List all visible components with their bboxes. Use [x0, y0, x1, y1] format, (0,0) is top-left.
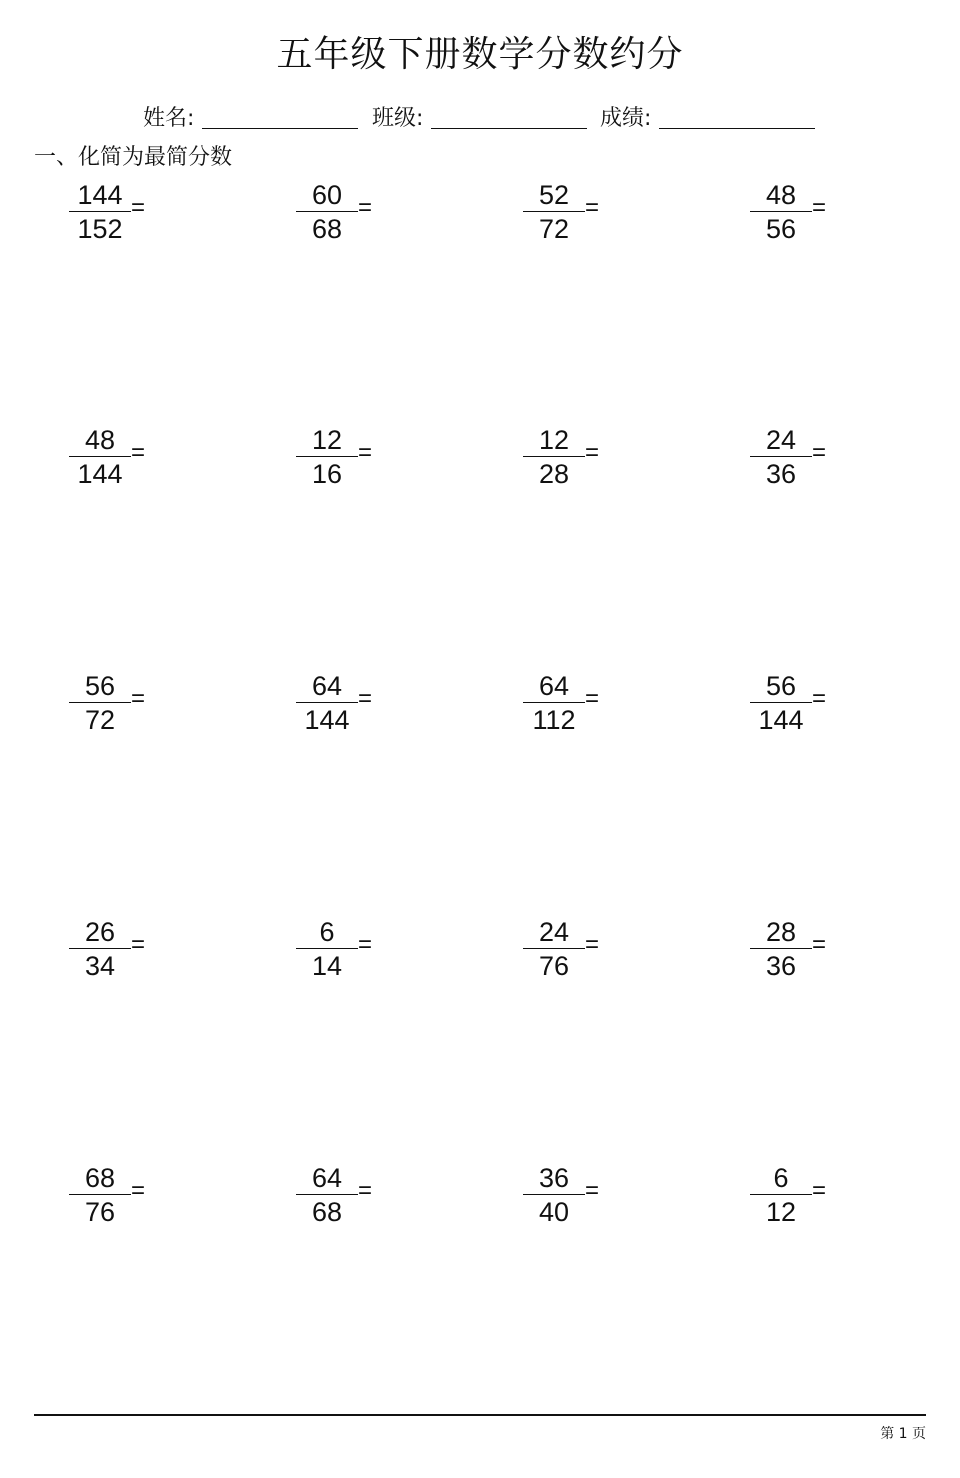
numerator: 52: [538, 180, 570, 210]
fraction-problem: [750, 425, 846, 495]
denominator: 56: [765, 214, 797, 244]
student-info-row: [0, 102, 960, 136]
denominator: 76: [84, 1197, 116, 1227]
score-label: 成绩:: [600, 106, 652, 131]
fraction-problem: [296, 180, 392, 250]
fraction: [296, 917, 358, 981]
fraction: [296, 671, 358, 735]
fraction: [750, 671, 812, 735]
denominator: 14: [311, 951, 343, 981]
denominator: 144: [77, 459, 123, 489]
fraction-bar: [296, 456, 358, 457]
fraction-bar: [750, 211, 812, 212]
score-blank[interactable]: [659, 102, 815, 129]
denominator: 16: [311, 459, 343, 489]
denominator: 36: [765, 459, 797, 489]
fraction: [69, 425, 131, 489]
fraction: [69, 917, 131, 981]
denominator: 152: [77, 214, 123, 244]
fraction-problem: [296, 425, 392, 495]
numerator: 144: [77, 180, 123, 210]
numerator: 24: [538, 917, 570, 947]
equals-sign: =: [585, 931, 600, 958]
equals-sign: =: [131, 439, 146, 466]
equals-sign: =: [585, 439, 600, 466]
fraction: [750, 425, 812, 489]
fraction-problem: [69, 180, 165, 250]
fraction-bar: [69, 456, 131, 457]
fraction-bar: [750, 702, 812, 703]
equals-sign: =: [131, 685, 146, 712]
fraction: [296, 1163, 358, 1227]
equals-sign: =: [585, 685, 600, 712]
fraction-bar: [69, 211, 131, 212]
fraction-bar: [523, 948, 585, 949]
fraction-bar: [523, 1194, 585, 1195]
equals-sign: =: [812, 194, 827, 221]
fraction-bar: [750, 1194, 812, 1195]
equals-sign: =: [585, 1177, 600, 1204]
fraction-problem: [523, 180, 619, 250]
fraction-problem: [523, 917, 619, 987]
numerator: 26: [84, 917, 116, 947]
page-number: 第 1 页: [880, 1426, 926, 1442]
fraction: [750, 180, 812, 244]
class-label: 班级:: [372, 106, 424, 131]
equals-sign: =: [812, 685, 827, 712]
fraction: [523, 917, 585, 981]
fraction-problem: [750, 1163, 846, 1233]
page-title: 五年级下册数学分数约分: [276, 34, 684, 75]
fraction-problem: [750, 671, 846, 741]
numerator: 64: [538, 671, 570, 701]
equals-sign: =: [358, 194, 373, 221]
equals-sign: =: [358, 1177, 373, 1204]
denominator: 36: [765, 951, 797, 981]
fraction: [296, 425, 358, 489]
fraction: [750, 1163, 812, 1227]
fraction: [523, 671, 585, 735]
fraction-problem: [750, 180, 846, 250]
fraction-bar: [750, 456, 812, 457]
equals-sign: =: [812, 439, 827, 466]
name-field: [143, 102, 358, 136]
fraction: [523, 1163, 585, 1227]
fraction: [523, 180, 585, 244]
numerator: 60: [311, 180, 343, 210]
class-field: [372, 102, 587, 136]
fraction-problem: [523, 425, 619, 495]
equals-sign: =: [812, 931, 827, 958]
footer-divider: [34, 1414, 926, 1416]
equals-sign: =: [131, 1177, 146, 1204]
denominator: 28: [538, 459, 570, 489]
numerator: 56: [84, 671, 116, 701]
fraction: [750, 917, 812, 981]
score-field: [600, 102, 815, 136]
numerator: 12: [311, 425, 343, 455]
equals-sign: =: [585, 194, 600, 221]
fraction-bar: [523, 211, 585, 212]
fraction-bar: [69, 702, 131, 703]
numerator: 6: [319, 917, 335, 947]
fraction-problem: [523, 671, 619, 741]
equals-sign: =: [358, 931, 373, 958]
numerator: 12: [538, 425, 570, 455]
fraction: [523, 425, 585, 489]
section-heading: 一、化简为最简分数: [34, 145, 233, 170]
fraction: [296, 180, 358, 244]
equals-sign: =: [358, 439, 373, 466]
fraction-bar: [296, 948, 358, 949]
denominator: 68: [311, 214, 343, 244]
fraction-problem: [69, 671, 165, 741]
equals-sign: =: [131, 931, 146, 958]
fraction-bar: [296, 1194, 358, 1195]
fraction-bar: [523, 702, 585, 703]
numerator: 68: [84, 1163, 116, 1193]
denominator: 68: [311, 1197, 343, 1227]
denominator: 144: [758, 705, 804, 735]
fraction-problem: [296, 917, 392, 987]
fraction-bar: [69, 948, 131, 949]
equals-sign: =: [131, 194, 146, 221]
numerator: 28: [765, 917, 797, 947]
fraction: [69, 671, 131, 735]
name-blank[interactable]: [202, 102, 358, 129]
numerator: 24: [765, 425, 797, 455]
numerator: 36: [538, 1163, 570, 1193]
fraction-problem: [523, 1163, 619, 1233]
numerator: 64: [311, 1163, 343, 1193]
fraction-problem: [69, 917, 165, 987]
equals-sign: =: [358, 685, 373, 712]
fraction-problem: [296, 671, 392, 741]
denominator: 112: [532, 705, 576, 735]
fraction: [69, 1163, 131, 1227]
equals-sign: =: [812, 1177, 827, 1204]
denominator: 12: [765, 1197, 797, 1227]
fraction-bar: [296, 211, 358, 212]
denominator: 76: [538, 951, 570, 981]
fraction-problem: [750, 917, 846, 987]
numerator: 6: [773, 1163, 789, 1193]
denominator: 72: [84, 705, 116, 735]
fraction-bar: [69, 1194, 131, 1195]
denominator: 144: [304, 705, 350, 735]
fraction-problem: [296, 1163, 392, 1233]
fraction-bar: [750, 948, 812, 949]
fraction: [69, 180, 131, 244]
numerator: 64: [311, 671, 343, 701]
fraction-bar: [523, 456, 585, 457]
fraction-problem: [69, 1163, 165, 1233]
fraction-problem: [69, 425, 165, 495]
fraction-bar: [296, 702, 358, 703]
denominator: 72: [538, 214, 570, 244]
name-label: 姓名:: [143, 106, 195, 131]
numerator: 48: [84, 425, 116, 455]
denominator: 34: [84, 951, 116, 981]
numerator: 56: [765, 671, 797, 701]
denominator: 40: [538, 1197, 570, 1227]
class-blank[interactable]: [431, 102, 587, 129]
numerator: 48: [765, 180, 797, 210]
